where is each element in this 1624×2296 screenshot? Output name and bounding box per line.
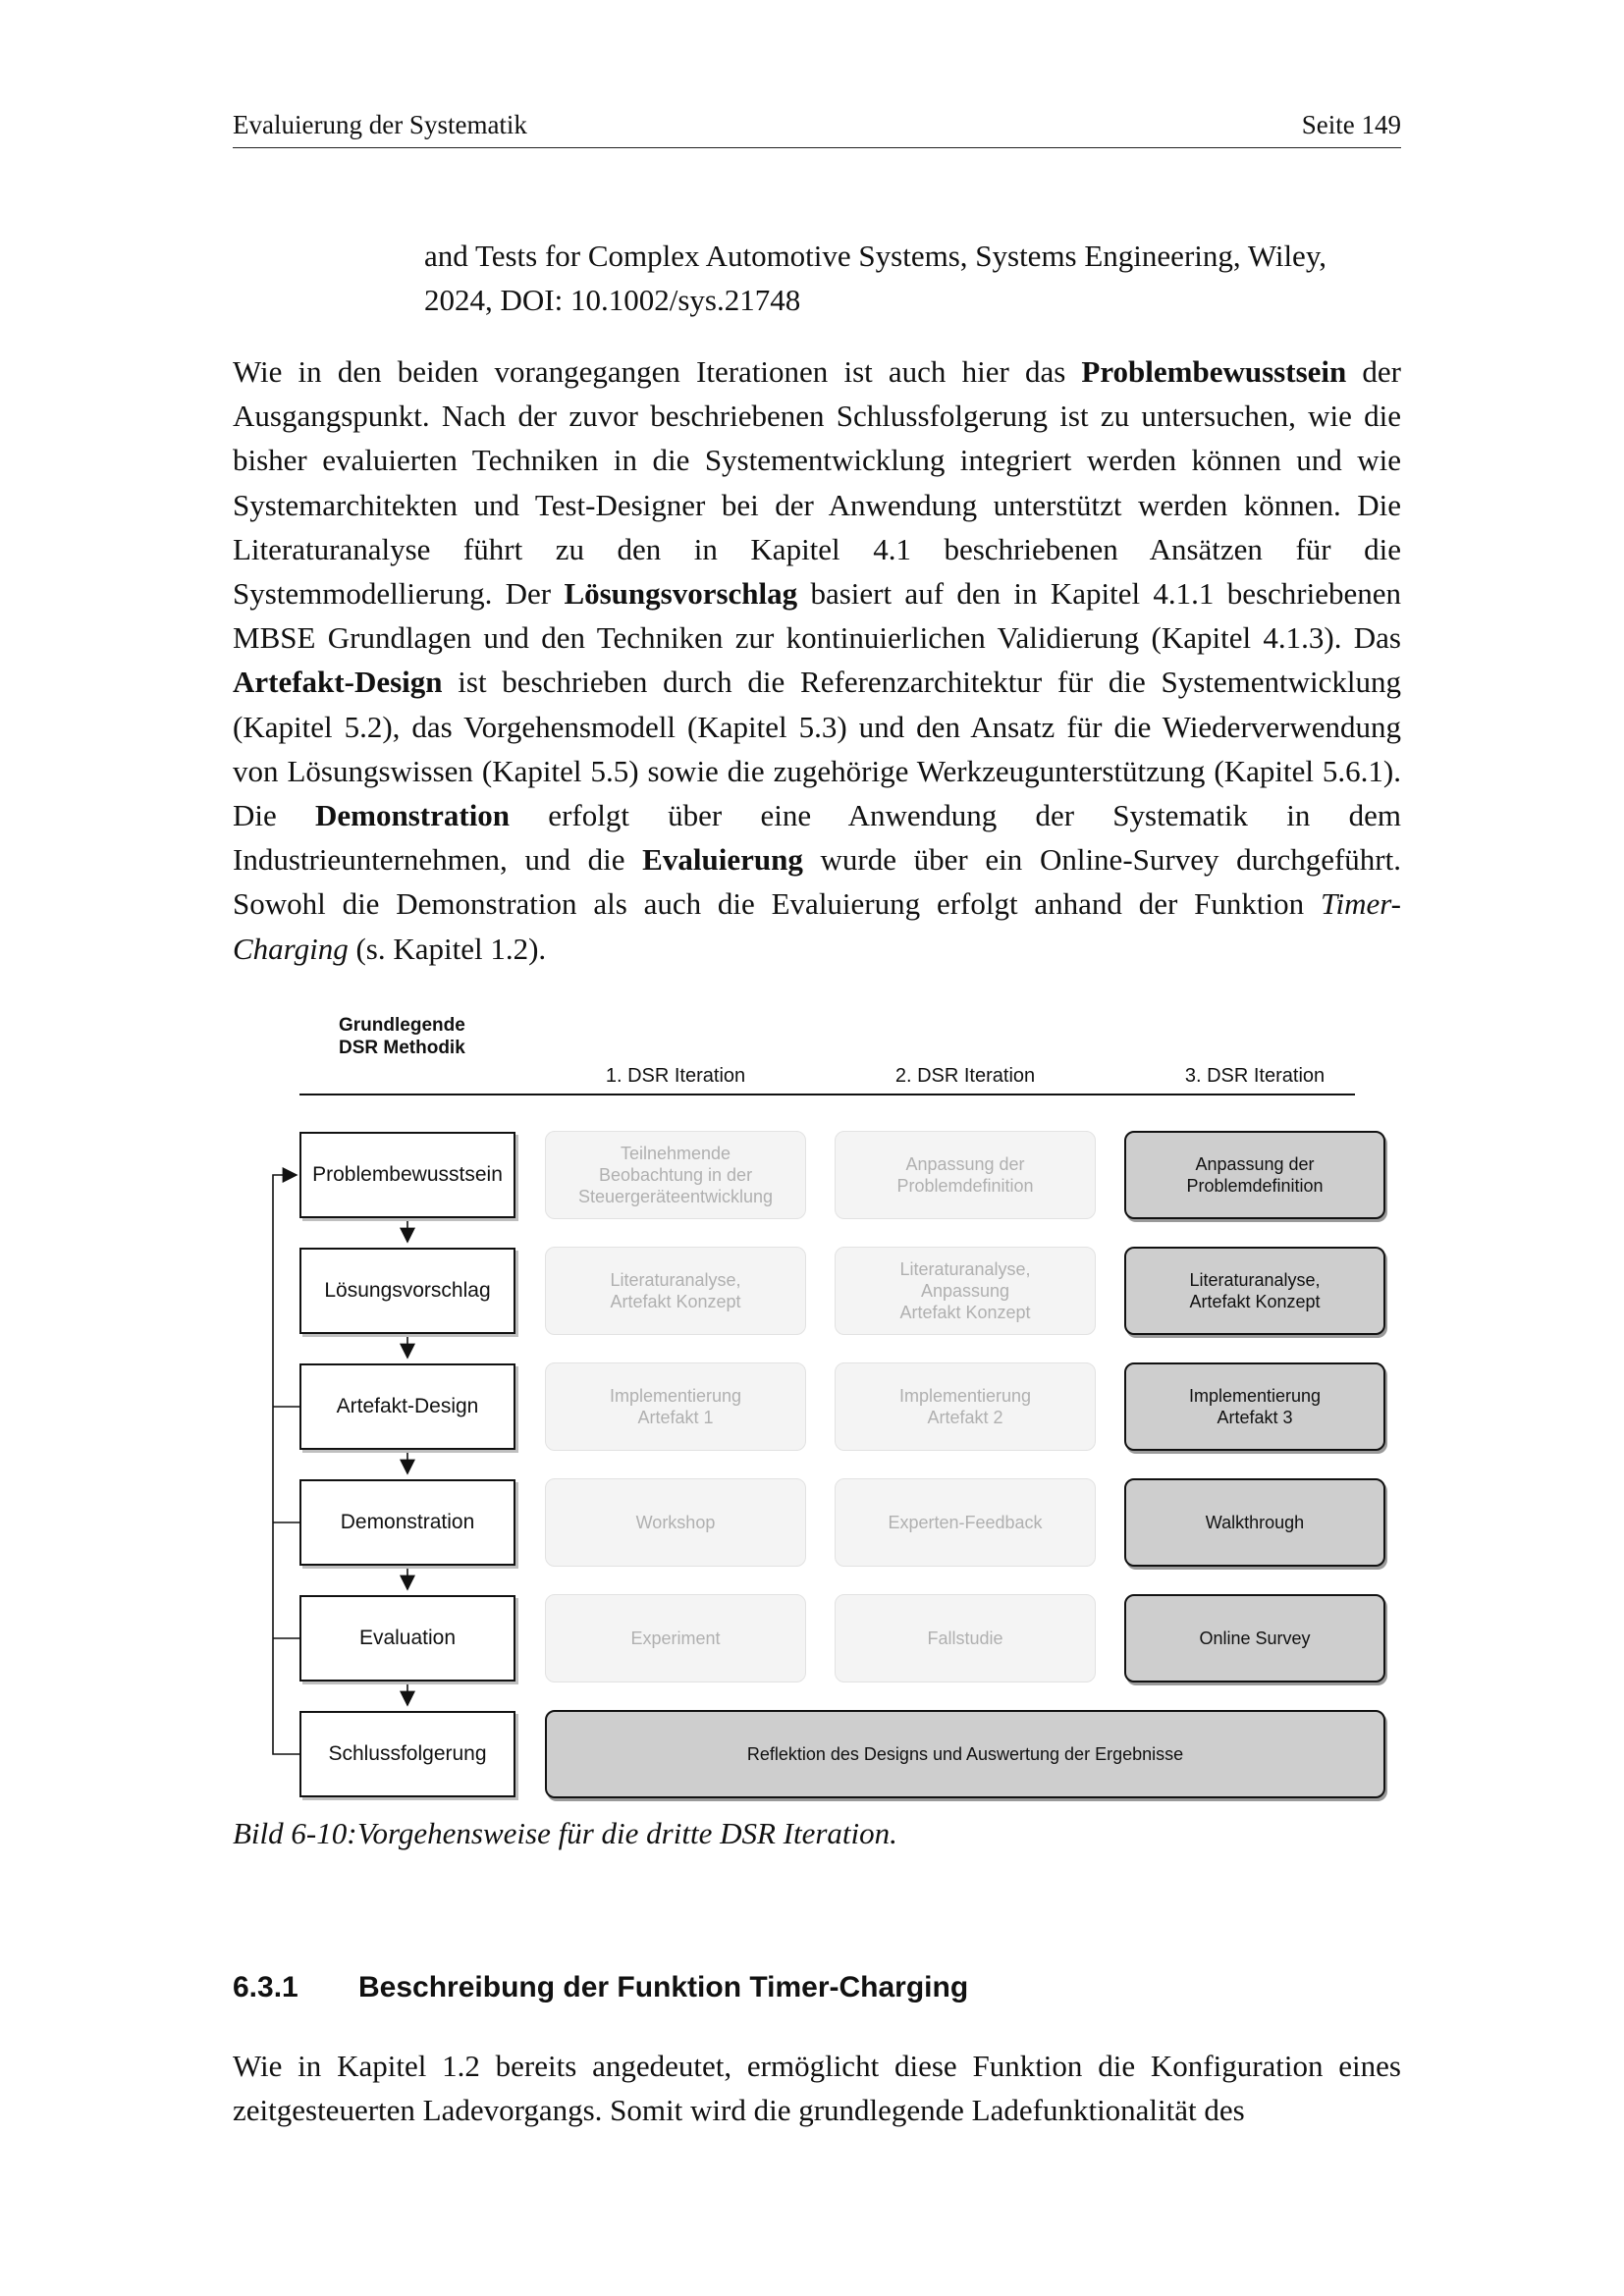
running-header [233, 110, 1401, 148]
iteration-2-cell: Literaturanalyse, Anpassung Artefakt Konzept [835, 1247, 1096, 1335]
text-run: basiert auf den in Kapitel 4.1.1 beschriebenen MBSE Grundlagen und den Techniken zur kontinuierlichen Validierung (Kapitel 4.1.3). Das [233, 576, 1401, 656]
conclusion-cell: Reflektion des Designs und Auswertung der Ergebnisse [545, 1710, 1385, 1798]
reference-line-2 [424, 278, 1401, 322]
iteration-1-cell: Workshop [545, 1478, 806, 1567]
iteration-3-cell: Implementierung Artefakt 3 [1124, 1362, 1385, 1451]
section-heading [233, 1971, 968, 2004]
body-paragraph-2: Wie in Kapitel 1.2 bereits angedeutet, ermöglicht diese Funktion die Konfiguration eines zeitgesteuerten Ladevorgangs. Somit wird die grundlegende Ladefunktionalität des [233, 2049, 1401, 2128]
reference-year: 2024, [424, 283, 501, 317]
reference-continuation [424, 234, 1401, 322]
feedback-loop-arrow [273, 1175, 299, 1754]
bold-term: Problembewusstsein [1081, 354, 1347, 389]
text-run: (s. Kapitel 1.2). [348, 931, 547, 966]
iteration-2-cell: Experten-Feedback [835, 1478, 1096, 1567]
header-chapter-title: Evaluierung der Systematik [233, 110, 527, 139]
text-run: der Ausgangspunkt. Nach der zuvor beschriebenen Schlussfolgerung ist zu untersuchen, wie die bisher evaluierten Techniken in die Systementwicklung integriert werden können und wie Systemarchitekten und Test-Designer bei der Anwendung unterstützt werden können. Die Literaturanalyse führt zu den in Kapitel 4.1 beschriebenen Ansätzen für die Systemmodellierung. Der [233, 354, 1401, 612]
step-schlussfolgerung: Schlussfolgerung [299, 1711, 515, 1797]
italic-term: Timer-Charging [233, 886, 1401, 966]
section-number: 6.3.1 [233, 1971, 298, 2003]
reference-line-1: and Tests for Complex Automotive Systems, Systems Engineering, Wiley, [424, 239, 1327, 273]
figure-caption [233, 1816, 897, 1851]
caption-number: Bild 6-10: [233, 1816, 357, 1850]
bold-term: Evaluierung [642, 842, 803, 878]
column-title-iteration-2: 2. DSR Iteration [894, 1065, 1036, 1087]
header-page-number: Seite 149 [1301, 110, 1401, 139]
doi-label: DOI [500, 283, 555, 317]
column-title-iteration-1: 1. DSR Iteration [605, 1065, 746, 1087]
step-evaluation: Evaluation [299, 1595, 515, 1682]
step-problembewusstsein: Problembewusstsein [299, 1132, 515, 1218]
bold-term: Demonstration [315, 798, 511, 833]
iteration-1-cell: Teilnehmende Beobachtung in der Steuergeräteentwicklung [545, 1131, 806, 1219]
text-run: wurde über ein Online-Survey durchgeführt. Sowohl die Demonstration als auch die Evaluierung erfolgt anhand der Funktion [233, 842, 1401, 922]
section-title: Beschreibung der Funktion Timer-Charging [358, 1971, 969, 2003]
iteration-1-cell: Literaturanalyse, Artefakt Konzept [545, 1247, 806, 1335]
iteration-3-cell: Anpassung der Problemdefinition [1124, 1131, 1385, 1219]
body-paragraph-1 [233, 349, 1401, 971]
iteration-1-cell: Experiment [545, 1594, 806, 1682]
bold-term: Artefakt-Design [233, 665, 443, 700]
step-artefakt-design: Artefakt-Design [299, 1363, 515, 1450]
doi-value: : 10.1002/sys.21748 [554, 283, 801, 317]
iteration-1-cell: Implementierung Artefakt 1 [545, 1362, 806, 1451]
iteration-2-cell: Implementierung Artefakt 2 [835, 1362, 1096, 1451]
dsr-figure [265, 1006, 1394, 1811]
iteration-2-cell: Fallstudie [835, 1594, 1096, 1682]
text-run: Wie in den beiden vorangegangen Iterationen ist auch hier das [233, 354, 1082, 389]
iteration-3-cell: Literaturanalyse, Artefakt Konzept [1124, 1247, 1385, 1335]
iteration-3-cell: Online Survey [1124, 1594, 1385, 1682]
left-heading-line-1: Grundlegende [339, 1015, 465, 1036]
column-title-iteration-3: 3. DSR Iteration [1184, 1065, 1326, 1087]
text-run: erfolgt über eine Anwendung der Systematik in dem Industrieunternehmen, und die [233, 798, 1402, 878]
iteration-2-cell: Anpassung der Problemdefinition [835, 1131, 1096, 1219]
text-run: ist beschrieben durch die Referenzarchitektur für die Systementwicklung (Kapitel 5.2), das Vorgehensmodell (Kapitel 5.3) und den Ansatz für die Wiederverwendung von Lösungswissen (Kapitel 5.5) sowie die zugehörige Werkzeugunterstützung (Kapitel 5.6.1). Die [233, 665, 1401, 833]
left-heading-line-2: DSR Methodik [339, 1038, 465, 1058]
bold-term: Lösungsvorschlag [564, 576, 798, 612]
step-loesungsvorschlag: Lösungsvorschlag [299, 1248, 515, 1334]
iteration-3-cell: Walkthrough [1124, 1478, 1385, 1567]
step-demonstration: Demonstration [299, 1479, 515, 1566]
caption-text: Vorgehensweise für die dritte DSR Iteration. [357, 1816, 897, 1850]
